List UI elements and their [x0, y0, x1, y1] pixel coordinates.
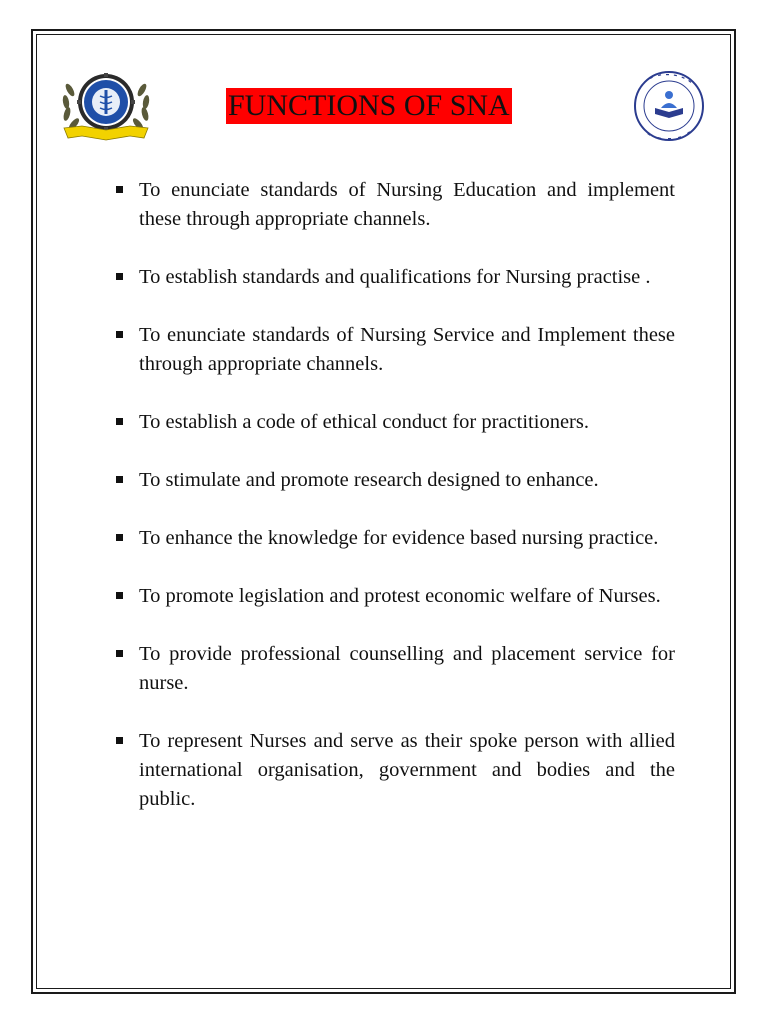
bullet-icon — [116, 186, 123, 193]
list-item — [113, 727, 675, 814]
bullet-icon — [116, 650, 123, 657]
list-item — [113, 640, 675, 698]
page-title: FUNCTIONS OF SNA — [228, 89, 510, 122]
list-item-text: To provide professional counselling and placement service for nurse. — [139, 643, 675, 694]
list-item-text: To represent Nurses and serve as their spoke person with allied international organisation, government and bodies and the public. — [139, 730, 675, 810]
list-item-text: To enunciate standards of Nursing Education and implement these through appropriate channels. — [139, 179, 675, 230]
sna-emblem-icon — [628, 70, 710, 142]
list-item-text: To establish standards and qualifications for Nursing practise . — [139, 266, 651, 288]
bullet-icon — [116, 592, 123, 599]
list-item — [113, 466, 675, 495]
bullet-icon — [116, 476, 123, 483]
bullet-icon — [116, 534, 123, 541]
list-item-text: To enunciate standards of Nursing Service and Implement these through appropriate channels. — [139, 324, 675, 375]
list-item-text: To enhance the knowledge for evidence based nursing practice. — [139, 527, 659, 549]
list-item — [113, 263, 675, 292]
bullet-icon — [116, 331, 123, 338]
list-item — [113, 321, 675, 379]
list-item — [113, 524, 675, 553]
list-item — [113, 408, 675, 437]
bullet-icon — [116, 737, 123, 744]
bullet-icon — [116, 418, 123, 425]
list-item — [113, 176, 675, 234]
bullet-icon — [116, 273, 123, 280]
list-item-text: To stimulate and promote research designed to enhance. — [139, 469, 599, 491]
list-item-text: To promote legislation and protest economic welfare of Nurses. — [139, 585, 661, 607]
list-item — [113, 582, 675, 611]
college-emblem-icon — [58, 70, 154, 142]
list-item-text: To establish a code of ethical conduct for practitioners. — [139, 411, 589, 433]
functions-list — [113, 176, 675, 843]
